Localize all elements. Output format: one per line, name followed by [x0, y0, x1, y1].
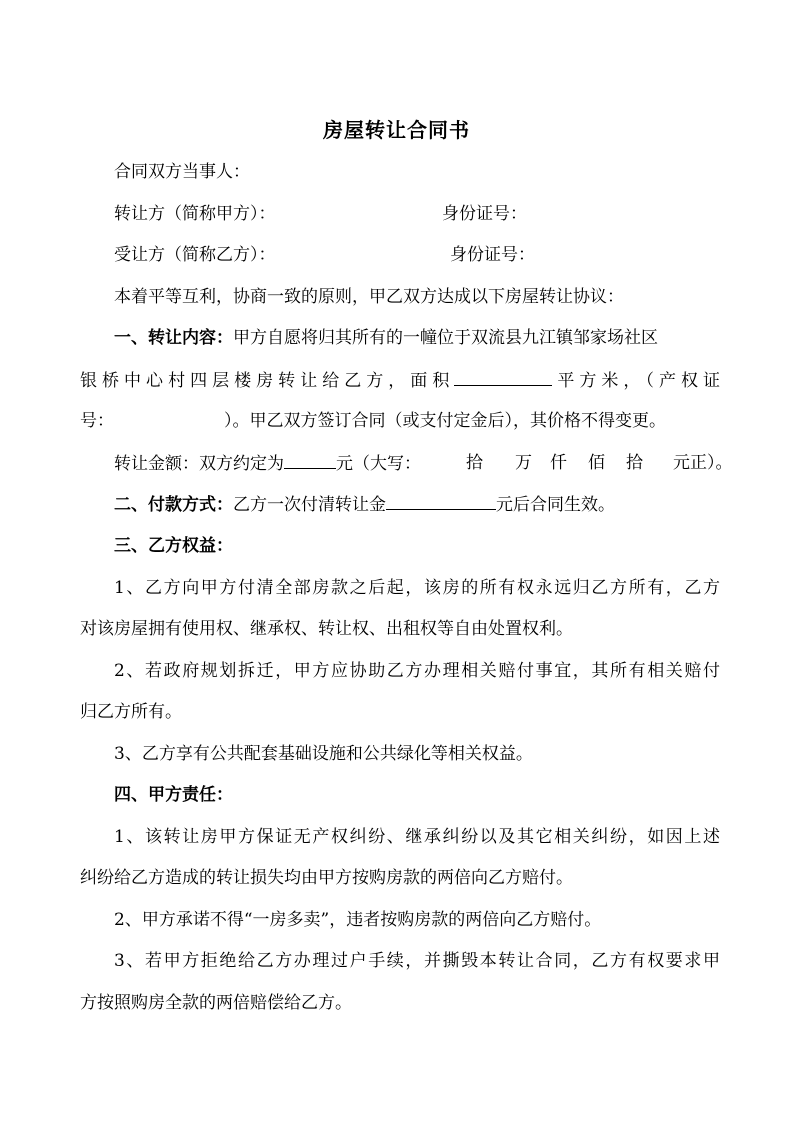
party-a-label: 转让方（简称甲方）： [114, 204, 276, 224]
amount-text-b: 元（大写： [336, 454, 421, 474]
section3-item3: 3、乙方享有公共配套基础设施和公共绿化等相关权益。 [114, 744, 533, 764]
section4-heading: 四、甲方责任： [114, 785, 233, 805]
section3-item1-line2: 对该房屋拥有使用权、继承权、转让权、出租权等自由处置权利。 [80, 619, 573, 639]
amount-blank [284, 450, 336, 469]
preamble: 本着平等互利，协商一致的原则，甲乙双方达成以下房屋转让协议： [114, 287, 624, 307]
section4-item3-line1: 3、若甲方拒绝给乙方办理过户手续，并撕毁本转让合同，乙方有权要求甲 [114, 951, 720, 971]
section1-text3b: ）。甲乙双方签订合同（或支付定金后），其价格不得变更。 [224, 411, 666, 431]
section1-heading: 一、转让内容： [114, 328, 233, 348]
section1-line2 [80, 367, 720, 394]
party-a-line [114, 201, 720, 227]
section1-text1: 甲方自愿将归其所有的一幢位于双流县九江镇邹家场社区 [233, 328, 658, 348]
payment-blank [386, 491, 496, 510]
section1-text2b: 平方米，（产权证 [552, 371, 721, 391]
amount-text-a: 转让金额：双方约定为 [114, 454, 284, 474]
section4-item1-line2: 纠纷给乙方造成的转让损失均由甲方按购房款的两倍向乙方赔付。 [80, 868, 573, 888]
section2-text-a: 乙方一次付清转让金 [233, 495, 386, 515]
unit-bai: 佰 [588, 453, 605, 473]
section4-item3-line2: 方按照购房全款的两倍赔偿给乙方。 [80, 993, 352, 1013]
section2-line [114, 491, 720, 518]
section4-item2: 2、甲方承诺不得“一房多卖”，违者按购房款的两倍向乙方赔付。 [114, 910, 602, 930]
section4-item1-line1: 1、该转让房甲方保证无产权纠纷、继承纠纷以及其它相关纠纷，如因上述 [114, 827, 720, 847]
section3-heading: 三、乙方权益： [114, 536, 233, 556]
parties-intro: 合同双方当事人： [114, 162, 250, 182]
section3-item2-line2: 归乙方所有。 [80, 702, 182, 722]
unit-wan: 万 [515, 453, 532, 473]
amount-line [114, 450, 733, 477]
section1-line3 [80, 408, 720, 434]
party-b-label: 受让方（简称乙方）： [114, 245, 276, 265]
document-title: 房屋转让合同书 [323, 118, 470, 142]
unit-qian: 仟 [550, 453, 567, 473]
party-b-id-label: 身份证号： [450, 245, 535, 265]
section2-text-b: 元后合同生效。 [496, 495, 615, 515]
area-blank [454, 367, 552, 386]
party-a-id-label: 身份证号： [442, 204, 527, 224]
party-b-line [114, 242, 720, 268]
section1-text2a: 银桥中心村四层楼房转让给乙方，面积 [80, 371, 455, 391]
section3-item2-line1: 2、若政府规划拆迁，甲方应协助乙方办理相关赔付事宜，其所有相关赔付 [114, 661, 720, 681]
unit-shi-2: 拾 [626, 453, 643, 473]
unit-shi-1: 拾 [466, 453, 483, 473]
section1-text3a: 号： [80, 411, 114, 431]
section3-item1-line1: 1、乙方向甲方付清全部房款之后起，该房的所有权永远归乙方所有，乙方 [114, 578, 720, 598]
unit-yuan: 元正）。 [673, 453, 733, 473]
section2-heading: 二、付款方式： [114, 495, 233, 515]
section1-line1 [114, 325, 720, 351]
